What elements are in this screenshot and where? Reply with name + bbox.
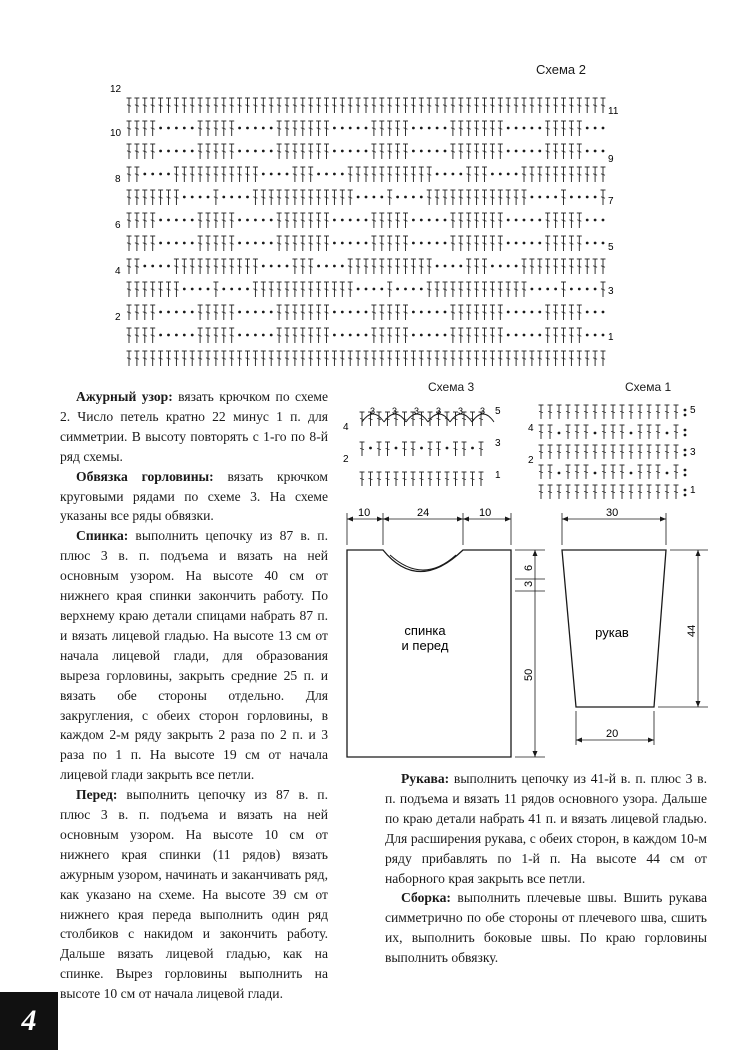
scheme1-row-label: 4 [528,423,534,434]
dim-left: 10 [358,507,371,519]
page-number: 4 [0,992,58,1050]
body-diagram [335,505,550,770]
svg-text:3: 3 [436,406,442,416]
dim-neck: 24 [417,507,430,519]
body-label-2: и перед [401,638,449,653]
sleeve-dim-height: 44 [686,624,698,637]
scheme2-row-label: 6 [115,220,121,231]
scheme1-chart [525,395,710,505]
scheme2-row-label: 1 [608,332,614,343]
scheme2-row-label: 5 [608,242,614,253]
left-text-column [60,387,328,1004]
paragraph-sleeves: Рукава: выполнить цепочку из 41-й в. п. плюс 3 в. п. подъема и вязать 11 рядов основного узора. Дальше по краю детали набрать 41 п. и вязать лицевой гладью. Для расширения рукава, с обеих сторон, в каждом 10-м ряду прибавлять по 1-й п. На высоте 44 см от наборного края закрыть все петли. [385,771,707,886]
scheme2-stitch-rows [127,98,606,366]
dim-height: 50 [523,668,535,681]
scheme3-stitches [360,406,495,486]
scheme2-row-label: 4 [115,266,121,277]
scheme3-row-label: 5 [495,406,501,417]
scheme3-row-label: 3 [495,438,501,449]
svg-text:3: 3 [458,406,464,416]
paragraph-front: Перед: выполнить цепочку из 87 в. п. плюс 3 в. п. подъема и вязать на ней основным узором. На высоте 10 см от нижнего края спинки (11 рядов) вязать ажурным узором, начинать и заканчивать ряд, как указано на схеме. На высоте 39 см от нижнего края переда выполнить один ряд столбиков с накидом и закончить работу. Дальше вязать лицевой гладью, как на спинке. Вырез горловины выполнить на высоте 10 см от начала лицевой глади. [60,787,328,1002]
right-text-column [385,769,707,968]
svg-text:3: 3 [480,406,486,416]
svg-text:3: 3 [392,406,398,416]
body-label-1: спинка [404,623,446,638]
scheme2-row-label: 10 [110,128,122,139]
scheme1-row-label: 3 [690,447,696,458]
paragraph-back: Спинка: выполнить цепочку из 87 в. п. плюс 3 в. п. подъема и вязать на ней основным узором. На высоте 40 см от нижнего края спинки закончить работу. По верхнему краю детали спицами набрать 87 п. и вязать лицевой гладью. На высоте 13 см от начала лицевой глади, для образования выреза горловины, закрыть средние 25 п. и вязать обе стороны отдельно. Для закругления, с обеих сторон горловины, в каждом 2-м ряду закрыть 2 раза по 2 п. и 3 раза по 1 п. На высоте 19 см от начала лицевой глади закрыть все петли. [60,528,328,783]
scheme1-row-label: 2 [528,455,534,466]
scheme3-row-label: 4 [343,422,349,433]
dim-right: 10 [479,507,492,519]
scheme2-row-label: 8 [115,174,121,185]
scheme2-title: Схема 2 [536,62,586,77]
scheme2-chart [105,74,625,376]
paragraph-neck-edging: Обвязка горловины: вязать крючком круговыми рядами по схеме 3. На схеме указаны все ряды обвязки. [60,468,328,524]
paragraph-pattern: Ажурный узор: вязать крючком по схеме 2. Число петель кратно 22 минус 1 п. для симметрии. В высоту повторять с 1-го по 8-й ряд схемы. [60,389,328,464]
scheme3-row-label: 2 [343,454,349,465]
scheme3-title: Схема 3 [428,380,475,394]
svg-text:3: 3 [414,406,420,416]
scheme1-stitches [539,405,687,499]
sleeve-dim-bottom: 20 [606,728,619,740]
sleeve-diagram [548,505,718,750]
dim-h2: 3 [523,580,535,587]
scheme2-row-label: 11 [608,106,619,117]
scheme2-row-label: 2 [115,312,121,323]
svg-text:3: 3 [370,406,376,416]
scheme2-row-label: 3 [608,286,614,297]
sleeve-label: рукав [595,625,629,640]
scheme3-row-label: 1 [495,470,501,481]
scheme3-chart [340,400,510,495]
dim-h1: 6 [523,564,535,571]
sleeve-dim-top: 30 [606,507,619,519]
scheme2-row-label: 12 [110,84,122,95]
scheme2-row-label: 9 [608,154,614,165]
paragraph-assembly: Сборка: выполнить плечевые швы. Вшить рукава симметрично по обе стороны от плечевого шва, сшить их, выполнить боковые швы. По краю горловины выполнить обвязку. [385,890,707,966]
scheme2-row-label: 7 [608,196,614,207]
scheme1-row-label: 5 [690,405,696,416]
scheme1-row-label: 1 [690,485,696,496]
scheme1-title: Схема 1 [625,380,672,394]
